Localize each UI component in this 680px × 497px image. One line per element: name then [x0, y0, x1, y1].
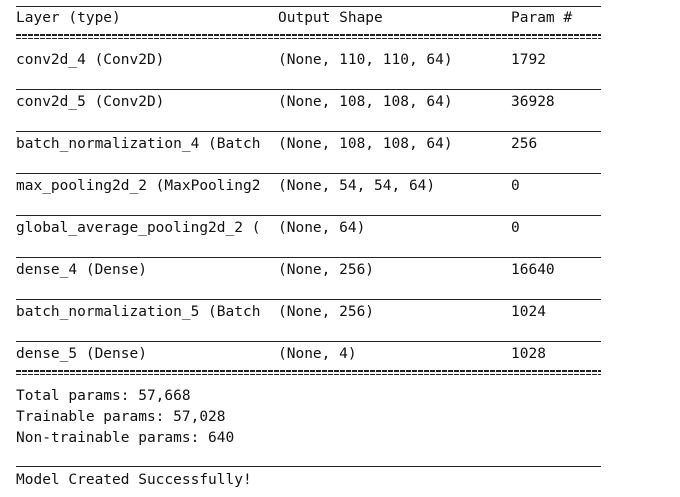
layer-params: 256 — [511, 136, 538, 152]
table-row — [16, 134, 601, 155]
layer-params: 0 — [511, 220, 520, 236]
layer-name: max_pooling2d_2 (MaxPooling2 — [16, 178, 261, 194]
totals-double-rule — [16, 370, 601, 375]
table-row — [16, 50, 601, 71]
row-rule — [16, 257, 601, 258]
layer-params: 1792 — [511, 52, 546, 68]
layer-output-shape: (None, 108, 108, 64) — [278, 94, 453, 110]
table-row — [16, 344, 601, 365]
layer-name: conv2d_5 (Conv2D) — [16, 94, 165, 110]
layer-params: 36928 — [511, 94, 555, 110]
layer-output-shape: (None, 54, 54, 64) — [278, 178, 436, 194]
non-trainable-params: Non-trainable params: 640 — [16, 430, 235, 446]
header-output-shape: Output Shape — [278, 10, 383, 26]
header-double-rule — [16, 34, 601, 39]
row-rule — [16, 341, 601, 342]
layer-output-shape: (None, 4) — [278, 346, 357, 362]
header-row — [16, 8, 601, 29]
layer-output-shape: (None, 64) — [278, 220, 366, 236]
layer-name: dense_4 (Dense) — [16, 262, 147, 278]
status-message: Model Created Successfully! — [16, 472, 252, 488]
layer-name: batch_normalization_4 (Batch — [16, 136, 261, 152]
layer-output-shape: (None, 110, 110, 64) — [278, 52, 453, 68]
total-params: Total params: 57,668 — [16, 388, 191, 404]
row-rule — [16, 131, 601, 132]
trainable-params: Trainable params: 57,028 — [16, 409, 226, 425]
table-row — [16, 218, 601, 239]
layer-name: batch_normalization_5 (Batch — [16, 304, 261, 320]
row-rule — [16, 299, 601, 300]
table-row — [16, 302, 601, 323]
layer-name: global_average_pooling2d_2 ( — [16, 220, 261, 236]
bottom-rule — [16, 466, 601, 467]
layer-output-shape: (None, 256) — [278, 262, 375, 278]
table-row — [16, 260, 601, 281]
row-rule — [16, 89, 601, 90]
layer-name: conv2d_4 (Conv2D) — [16, 52, 165, 68]
layer-output-shape: (None, 108, 108, 64) — [278, 136, 453, 152]
table-row — [16, 92, 601, 113]
row-rule — [16, 173, 601, 174]
layer-params: 1028 — [511, 346, 546, 362]
layer-name: dense_5 (Dense) — [16, 346, 147, 362]
header-layer: Layer (type) — [16, 10, 121, 26]
table-row — [16, 176, 601, 197]
top-rule — [16, 6, 601, 7]
row-rule — [16, 215, 601, 216]
layer-params: 0 — [511, 178, 520, 194]
layer-params: 1024 — [511, 304, 546, 320]
layer-params: 16640 — [511, 262, 555, 278]
layer-output-shape: (None, 256) — [278, 304, 375, 320]
header-params: Param # — [511, 10, 573, 26]
